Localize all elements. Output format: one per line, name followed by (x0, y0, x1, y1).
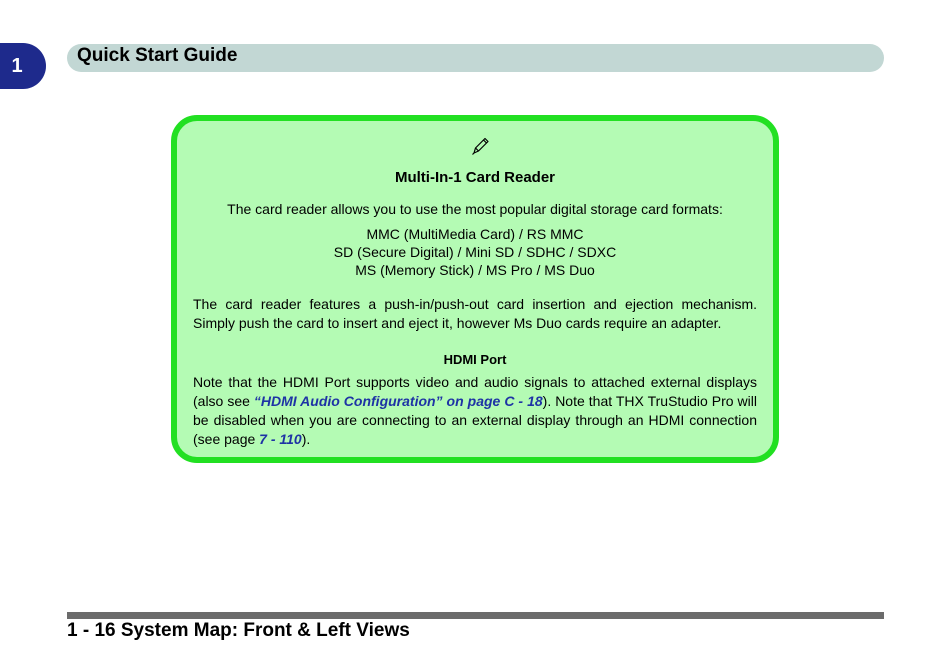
footer-title: 1 - 16 System Map: Front & Left Views (67, 620, 410, 641)
format-item: SD (Secure Digital) / Mini SD / SDHC / SDXC (333, 244, 617, 260)
page-ref-link[interactable]: 7 - 110 (259, 431, 302, 447)
pencil-icon (469, 135, 491, 157)
footer-rule (67, 612, 884, 619)
format-item: MS (Memory Stick) / MS Pro / MS Duo (355, 262, 595, 278)
format-item: MMC (MultiMedia Card) / RS MMC (366, 226, 584, 242)
card-reader-paragraph: The card reader features a push-in/push-out card insertion and ejection mechanism. Simply push the card to insert and eject it, however Ms Duo cards require an adapter. (193, 296, 757, 331)
chapter-number: 1 (11, 54, 23, 77)
page-title: Quick Start Guide (77, 45, 238, 66)
hdmi-heading: HDMI Port (443, 352, 507, 367)
page-header (67, 44, 884, 72)
hdmi-audio-config-link[interactable]: “HDMI Audio Configuration” on page C - 18 (253, 393, 543, 409)
hdmi-text: Note that the HDMI Port supports video and audio signals to attached external displays (also see (193, 374, 757, 409)
note-title: Multi-In-1 Card Reader (394, 169, 556, 186)
hdmi-text: ). Note that THX TruStudio Pro will be disabled when you are connecting to an external display through an HDMI connection (see page (193, 393, 757, 447)
format-list (177, 225, 773, 279)
note-box (171, 115, 779, 463)
hdmi-text: ). (301, 431, 311, 447)
hdmi-paragraph (193, 373, 757, 449)
chapter-tab (0, 43, 46, 89)
note-intro: The card reader allows you to use the most popular digital storage card formats: (227, 201, 723, 217)
